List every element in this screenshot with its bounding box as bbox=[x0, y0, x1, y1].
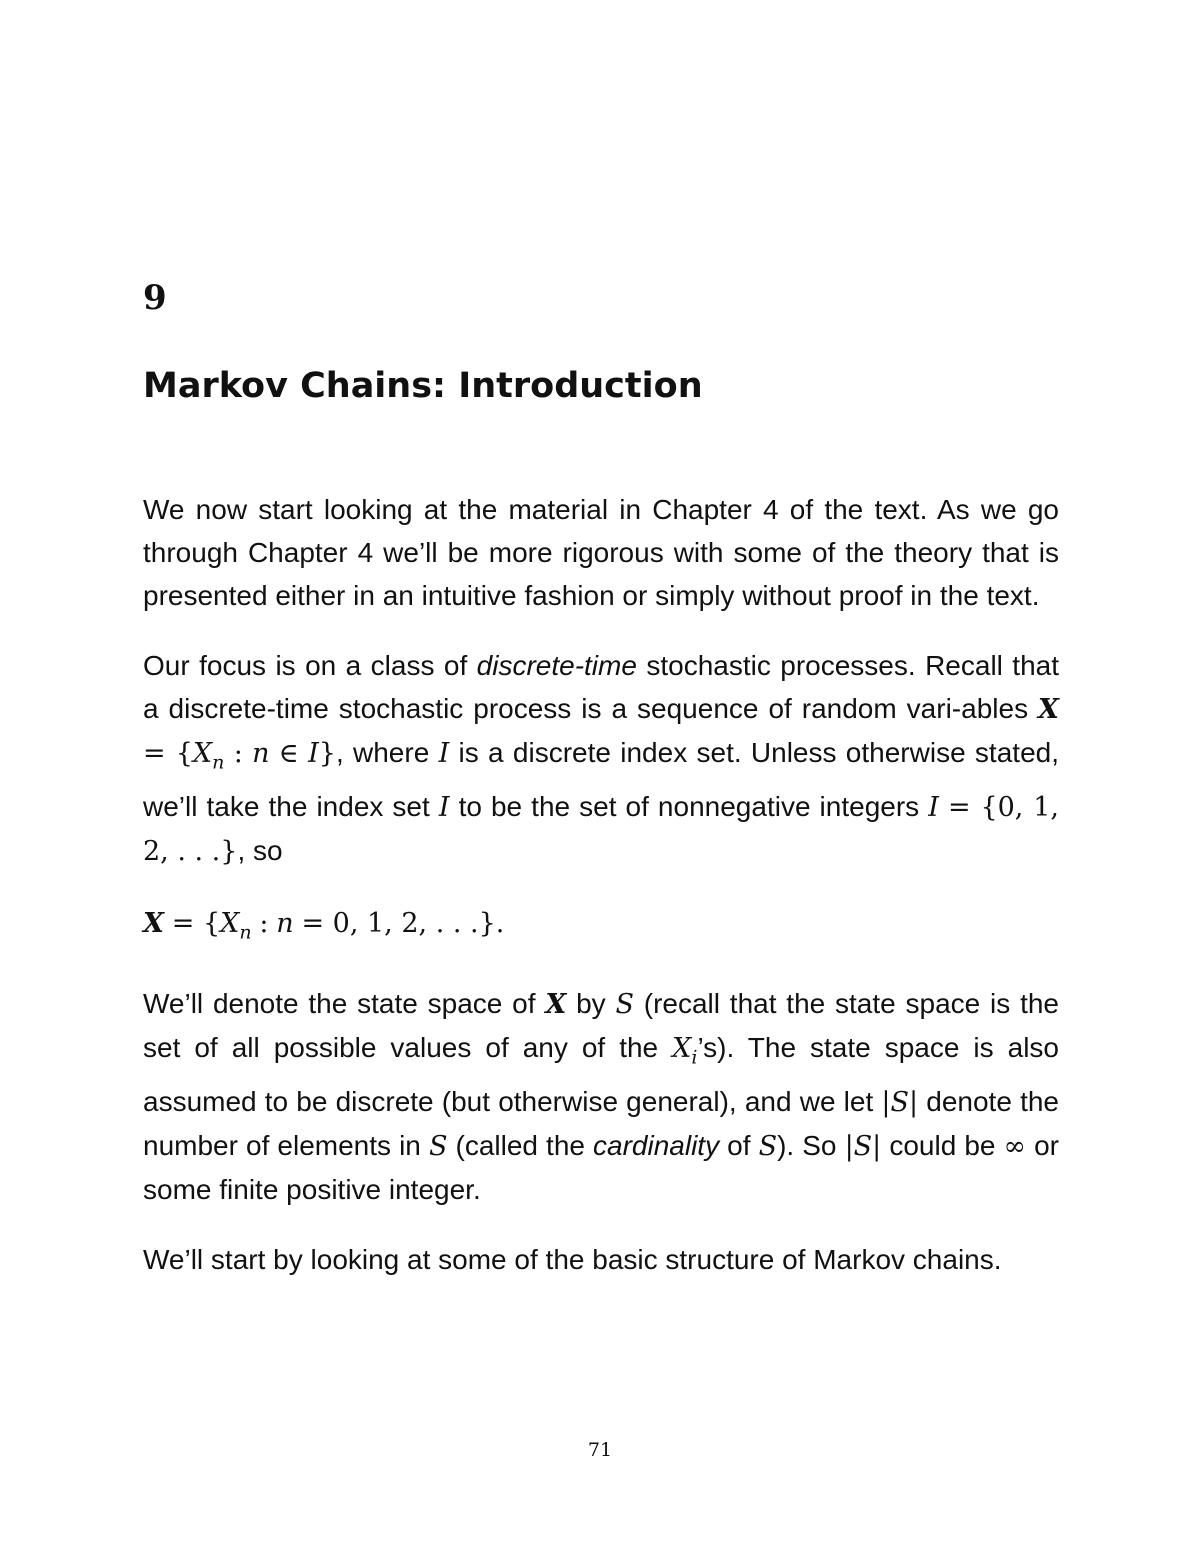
chapter-number: 9 bbox=[143, 278, 167, 318]
page-number: 71 bbox=[587, 1439, 613, 1461]
math-symbol: ∈ bbox=[278, 738, 299, 769]
math-symbol: : bbox=[259, 907, 269, 939]
math-variable: X bbox=[192, 738, 213, 769]
math-subscript: n bbox=[239, 921, 252, 944]
body-text bbox=[143, 488, 1059, 1281]
math-infinity: ∞ bbox=[1003, 1130, 1027, 1162]
p2-text: Our focus is on a class of bbox=[143, 650, 477, 681]
p2-text: , where bbox=[335, 737, 439, 768]
math-variable: S bbox=[428, 1130, 448, 1162]
paragraph-3 bbox=[143, 982, 1059, 1211]
p3-text: of bbox=[719, 1129, 759, 1161]
p3-text: (recall that the state space is the set of all possible values of any of the bbox=[143, 988, 1059, 1064]
chapter-title: Markov Chains: Introduction bbox=[143, 366, 703, 406]
p3-text: by bbox=[566, 988, 616, 1020]
math-set: = 0, 1, 2, . . .}. bbox=[301, 907, 505, 939]
math-cardinality: |S| bbox=[844, 1130, 882, 1162]
p2-text: to be the set of nonnegative integers bbox=[449, 790, 929, 822]
math-process-X: X bbox=[1038, 694, 1059, 725]
math-subscript: n bbox=[212, 751, 225, 774]
display-equation bbox=[143, 900, 1059, 956]
p2-emphasis-discrete-time: discrete-time bbox=[476, 650, 637, 681]
math-process-X: X bbox=[545, 989, 567, 1021]
p3-text: could be bbox=[881, 1129, 1004, 1161]
math-symbol: : bbox=[233, 738, 243, 769]
math-variable: I bbox=[438, 791, 450, 823]
paragraph-1: We now start looking at the material in Chapter 4 of the text. As we go through Chapter 4 we’ll be more rigorous with some of the theory that is presented either in an intuitive fashion or simply without proof in the text. bbox=[143, 494, 1059, 611]
math-variable: S bbox=[758, 1130, 778, 1162]
paragraph-4: We’ll start by looking at some of the basic structure of Markov chains. bbox=[143, 1243, 1002, 1275]
math-subscript: i bbox=[691, 1046, 698, 1069]
p3-text: or some finite positive integer. bbox=[143, 1129, 1059, 1205]
p2-text: stochastic processes. Recall that a discrete-time stochastic process is a sequence of random vari-ables bbox=[143, 650, 1060, 724]
math-symbol: = { bbox=[143, 738, 193, 769]
p2-text: is a discrete index set. Unless otherwise stated, we’ll take the index set bbox=[143, 737, 1059, 822]
math-variable: I bbox=[308, 738, 319, 769]
p3-text: denote the number of elements in bbox=[143, 1085, 1059, 1161]
math-process-X: X bbox=[143, 907, 164, 939]
p3-text: ’s). The state space is also assumed to be discrete (but otherwise general), and we let bbox=[143, 1032, 1060, 1117]
math-cardinality: |S| bbox=[881, 1086, 919, 1118]
math-variable: S bbox=[615, 989, 634, 1021]
math-symbol: } bbox=[318, 738, 336, 769]
math-symbol: = { bbox=[171, 907, 221, 939]
math-variable: I bbox=[928, 791, 939, 823]
p3-text: (called the bbox=[447, 1129, 594, 1161]
math-variable: X bbox=[220, 907, 240, 939]
math-variable: n bbox=[252, 738, 270, 769]
p2-text: , so bbox=[237, 834, 283, 866]
math-variable: n bbox=[276, 907, 294, 939]
math-variable: I bbox=[438, 738, 450, 769]
paragraph-2 bbox=[143, 644, 1059, 873]
p3-emphasis-cardinality: cardinality bbox=[593, 1129, 720, 1161]
math-variable: X bbox=[672, 1033, 692, 1065]
p3-text: We’ll denote the state space of bbox=[143, 988, 546, 1020]
math-set: = {0, 1, 2, . . .} bbox=[143, 791, 1059, 867]
p3-text: ). So bbox=[777, 1129, 845, 1161]
